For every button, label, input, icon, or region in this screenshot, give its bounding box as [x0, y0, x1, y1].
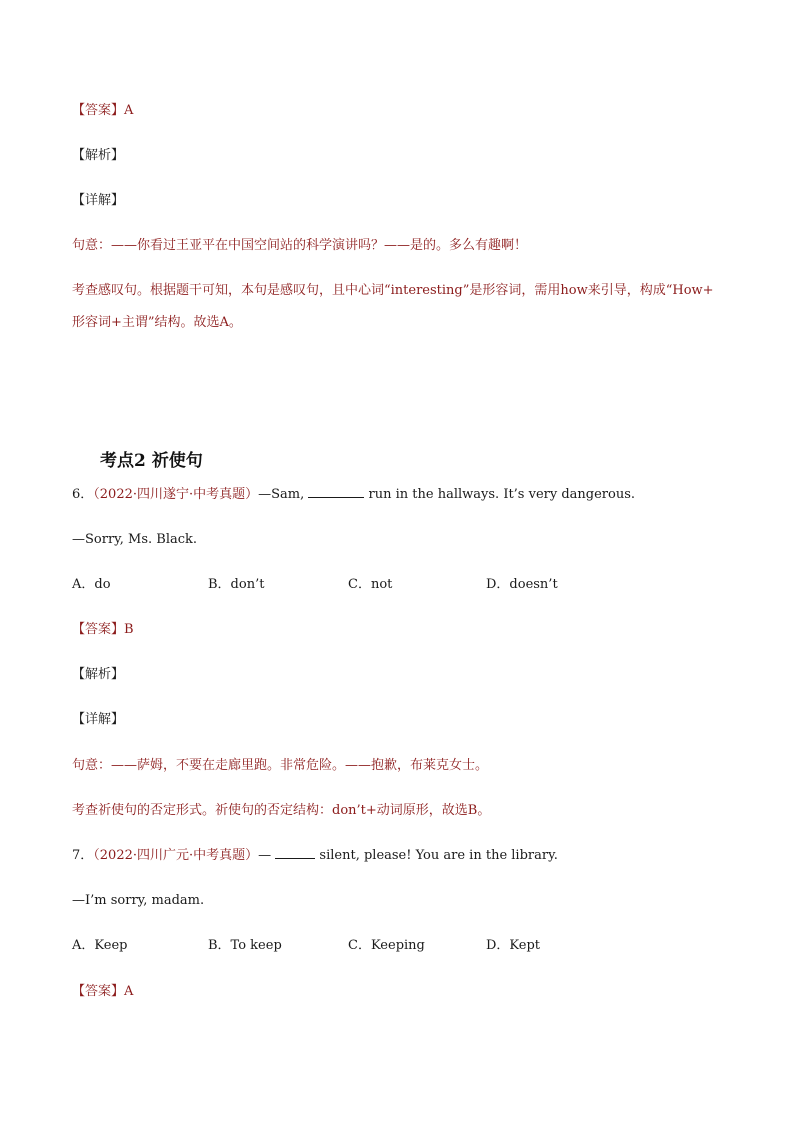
- answer-value: A: [124, 103, 134, 118]
- analysis-label: 【解析】: [72, 667, 125, 682]
- q6-detail-tag: [72, 710, 124, 730]
- section-title: 考点2 祈使句: [100, 451, 203, 471]
- answer-blank: [308, 485, 364, 498]
- q5-explain-line2: 形容词+主谓”结构。故选A。: [72, 315, 242, 330]
- q6-option-b: B．don’t: [208, 577, 265, 592]
- answer-value: B: [124, 622, 134, 637]
- q7-reply: —I’m sorry, madam.: [72, 893, 205, 908]
- q7-option-a: A．Keep: [72, 938, 128, 953]
- q7-answer: [72, 982, 133, 1002]
- q6-explain: 考查祈使句的否定形式。祈使句的否定结构：don’t+动词原形，故选B。: [72, 803, 491, 818]
- question-source: （2022·四川遂宁·中考真题）: [93, 487, 259, 502]
- stem-pre: —: [258, 848, 272, 863]
- answer-value: A: [124, 984, 134, 999]
- answer-blank: [275, 846, 315, 859]
- detail-label: 【详解】: [72, 712, 125, 727]
- q6-analysis-tag: [72, 665, 124, 685]
- question-source: （2022·四川广元·中考真题）: [93, 848, 259, 863]
- question-number: 6．: [72, 487, 94, 502]
- stem-pre: —Sam,: [258, 487, 305, 502]
- q6-option-c: C．not: [348, 577, 393, 592]
- answer-tag: 【答案】: [72, 622, 125, 637]
- q5-meaning: 句意：——你看过王亚平在中国空间站的科学演讲吗？——是的。多么有趣啊！: [72, 238, 528, 253]
- stem-post: silent, please! You are in the library.: [319, 848, 558, 863]
- q7-option-c: C．Keeping: [348, 938, 425, 953]
- q5-explain-line1: 考查感叹句。根据题干可知，本句是感叹句，且中心词“interesting”是形容词，需用how来引导，构成“How+: [72, 283, 714, 298]
- answer-tag: 【答案】: [72, 984, 125, 999]
- q6-stem: [72, 485, 635, 505]
- q7-option-d: D．Kept: [486, 938, 541, 953]
- detail-label: 【详解】: [72, 193, 125, 208]
- answer-tag: 【答案】: [72, 103, 125, 118]
- q6-option-d: D．doesn’t: [486, 577, 558, 592]
- q5-analysis-tag: [72, 146, 124, 166]
- stem-post: run in the hallways. It’s very dangerous.: [368, 487, 636, 502]
- q5-detail-tag: [72, 191, 124, 211]
- q7-option-b: B．To keep: [208, 938, 282, 953]
- q6-meaning: 句意：——萨姆，不要在走廊里跑。非常危险。——抱歉，布莱克女士。: [72, 758, 489, 773]
- q7-stem: [72, 846, 558, 866]
- q6-option-a: A．do: [72, 577, 111, 592]
- analysis-label: 【解析】: [72, 148, 125, 163]
- q6-reply: —Sorry, Ms. Black.: [72, 532, 198, 547]
- q5-answer: [72, 101, 133, 121]
- q6-answer: [72, 620, 134, 640]
- question-number: 7．: [72, 848, 94, 863]
